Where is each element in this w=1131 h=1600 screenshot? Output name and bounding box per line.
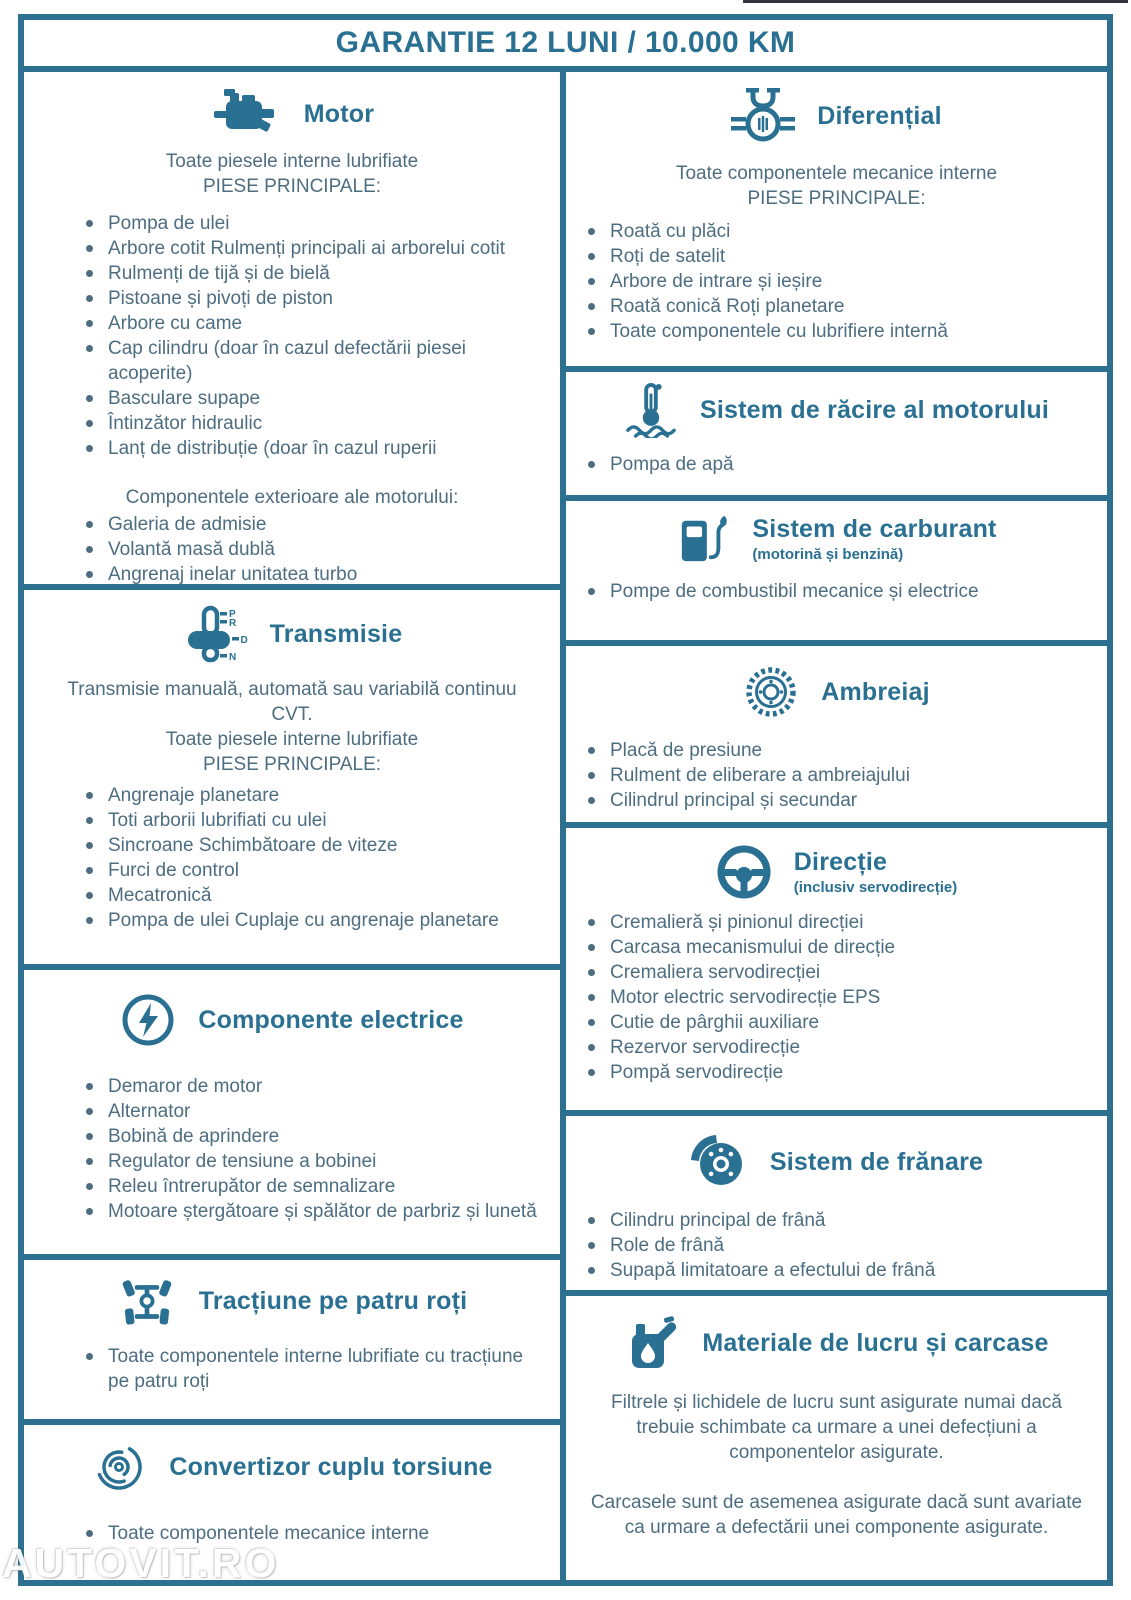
list-item: Carcasa mecanismului de direcție [582, 935, 1089, 960]
section-paragraphs [566, 1390, 1107, 1540]
list-item: Întinzător hidraulic [80, 411, 542, 436]
list-item: Releu întrerupător de semnalizare [80, 1174, 542, 1199]
section-head [566, 1316, 1107, 1370]
oil-canister-icon [624, 1316, 680, 1370]
section-directie [560, 822, 1113, 1116]
section-title: Sistem de carburant [752, 515, 997, 543]
list-item: Cutie de pârghii auxiliare [582, 1010, 1089, 1035]
section-ambreiaj [560, 640, 1113, 828]
torque-converter-icon [91, 1439, 147, 1495]
section-head [24, 1439, 560, 1495]
bullet-list [80, 1074, 542, 1224]
section-sistem-franare [560, 1110, 1113, 1296]
list-item: Angrenaj inelar unitatea turbo [80, 562, 542, 587]
section-head [24, 1272, 560, 1330]
list-item: Angrenaje planetare [80, 783, 542, 808]
list-item: Pompă servodirecție [582, 1060, 1089, 1085]
section-title: Diferențial [817, 101, 942, 130]
list-item: Placă de presiune [582, 738, 1089, 763]
warranty-sheet [18, 14, 1113, 1586]
section-title: Tracțiune pe patru roți [198, 1286, 468, 1315]
list-item: Rulment de eliberare a ambreiajului [582, 763, 1089, 788]
list-item: Pistoane și pivoți de piston [80, 286, 542, 311]
section-intro [566, 161, 1107, 211]
section-title: Sistem de răcire al motorului [700, 395, 1049, 424]
brake-disc-icon [690, 1134, 748, 1190]
list-item: Mecatronică [80, 883, 542, 908]
list-item: PIESE PRINCIPALE: [747, 188, 926, 209]
bullet-list [80, 512, 542, 587]
section-head [566, 1134, 1107, 1190]
svg-text:N: N [228, 652, 236, 663]
section-title: Materiale de lucru și carcase [702, 1328, 1049, 1357]
differential-icon [731, 87, 795, 145]
section-head [566, 382, 1107, 438]
columns [18, 66, 1113, 1586]
section-head [566, 844, 1107, 900]
list-item: Roți de satelit [582, 244, 1089, 269]
thermometer-icon [624, 382, 678, 438]
svg-text:D: D [240, 635, 248, 646]
list-item: Toti arborii lubrifiati cu ulei [80, 808, 542, 833]
four-wheel-drive-icon [117, 1272, 177, 1330]
bullet-list [582, 738, 1089, 813]
bullet-list [80, 211, 542, 461]
list-item: Motoare ștergătoare și spălător de parbriz și lunetă [80, 1199, 542, 1224]
list-item: Filtrele și lichidele de lucru sunt asigurate numai dacă trebuie schimbate ca urmare a unei defecțiuni a componentelor asigurate. [611, 1392, 1062, 1463]
list-item: Arbore cu came [80, 311, 542, 336]
lightning-icon [120, 992, 176, 1048]
title-wrap [794, 848, 957, 896]
list-item: Cremalieră și pinionul direcției [582, 910, 1089, 935]
list-item: Bobină de aprindere [80, 1124, 542, 1149]
list-item: Transmisie manuală, automată sau variabilă continuu [67, 679, 517, 700]
section-sistem-carburant [560, 495, 1113, 646]
svg-text:R: R [228, 618, 236, 629]
list-item: PIESE PRINCIPALE: [202, 176, 382, 197]
list-item: Cilindrul principal și secundar [582, 788, 1089, 813]
watermark: AUTOVIT.RO [2, 1540, 280, 1586]
list-item: Carcasele sunt de asemenea asigurate dacă sunt avariate ca urmare a defectării unei componente asigurate. [590, 1492, 1083, 1538]
section-title: Motor [303, 99, 375, 128]
screenshot-artifact-line [743, 0, 1128, 3]
list-item: Pompa de apă [582, 452, 1089, 477]
section-tractiune-patru-roti [18, 1254, 566, 1425]
bullet-list [582, 219, 1089, 344]
list-item: Pompe de combustibil mecanice și electrice [582, 579, 1089, 604]
bullet-list [582, 1208, 1089, 1283]
section-subheading: Componentele exterioare ale motorului: [125, 487, 459, 508]
section-materiale-carcase [560, 1290, 1113, 1586]
bullet-list [582, 452, 1089, 477]
gear-shifter-icon [182, 605, 248, 663]
list-item: Volantă masă dublă [80, 537, 542, 562]
section-title: Transmisie [269, 619, 403, 648]
list-item: PIESE PRINCIPALE: [202, 754, 382, 775]
column-left [18, 66, 566, 1586]
section-head [566, 513, 1107, 565]
section-subtitle: (inclusiv servodirecție) [793, 879, 958, 896]
list-item: Toate componentele cu lubrifiere internă [582, 319, 1089, 344]
list-item: Toate componentele mecanice interne [675, 163, 998, 184]
list-item: Supapă limitatoare a efectului de frână [582, 1258, 1089, 1283]
svg-text:P: P [228, 609, 236, 620]
steering-wheel-icon [716, 844, 772, 900]
section-title: Ambreiaj [821, 677, 930, 706]
list-item: Furci de control [80, 858, 542, 883]
bullet-list [582, 579, 1089, 604]
list-item: Rezervor servodirecție [582, 1035, 1089, 1060]
list-item: Toate componentele mecanice interne [80, 1521, 542, 1546]
fuel-pump-icon [676, 513, 730, 565]
section-head [24, 87, 560, 141]
list-item: Regulator de tensiune a bobinei [80, 1149, 542, 1174]
engine-icon [210, 87, 282, 141]
section-sistem-racire [560, 366, 1113, 501]
list-item: Lanț de distribuție (doar în cazul ruperii [80, 436, 542, 461]
section-diferential [560, 66, 1113, 372]
list-item: Toate componentele interne lubrifiate cu tracțiune pe patru roți [80, 1344, 542, 1394]
column-right [560, 66, 1113, 1586]
section-head [566, 87, 1107, 145]
section-title: Convertizor cuplu torsiune [169, 1452, 493, 1481]
clutch-disc-icon [743, 664, 799, 720]
list-item: Motor electric servodirecție EPS [582, 985, 1089, 1010]
section-componente-electrice [18, 964, 566, 1260]
bullet-list [80, 783, 542, 933]
list-item: Rulmenți de tijă și de bielă [80, 261, 542, 286]
list-item: Sincroane Schimbătoare de viteze [80, 833, 542, 858]
section-head [566, 664, 1107, 720]
section-title: Componente electrice [198, 1005, 464, 1034]
list-item: Roată cu plăci [582, 219, 1089, 244]
list-item: Alternator [80, 1099, 542, 1124]
list-item: Galeria de admisie [80, 512, 542, 537]
list-item: Demaror de motor [80, 1074, 542, 1099]
list-item: Arbore cotit Rulmenți principali ai arborelui cotit [80, 236, 542, 261]
section-intro [24, 677, 560, 777]
section-subtitle: (motorină și benzină) [752, 546, 904, 563]
section-title: Sistem de frănare [769, 1147, 984, 1176]
list-item: Pompa de ulei Cuplaje cu angrenaje planetare [80, 908, 542, 933]
list-item: Toate piesele interne lubrifiate [165, 151, 419, 172]
list-item: Roată conică Roți planetare [582, 294, 1089, 319]
list-item: Pompa de ulei [80, 211, 542, 236]
bullet-list [582, 910, 1089, 1085]
page-title: GARANTIE 12 LUNI / 10.000 KM [335, 26, 796, 59]
section-head [24, 605, 560, 663]
title-wrap [752, 515, 996, 563]
list-item: Toate piesele interne lubrifiate [165, 729, 419, 750]
bullet-list [80, 1344, 542, 1394]
list-item: Cap cilindru (doar în cazul defectării piesei acoperite) [80, 336, 542, 386]
section-intro [24, 149, 560, 199]
header-box [18, 14, 1113, 72]
section-motor [18, 66, 566, 590]
list-item: Arbore de intrare și ieșire [582, 269, 1089, 294]
list-item: Role de frână [582, 1233, 1089, 1258]
list-item: CVT. [271, 704, 313, 725]
list-item: Cilindru principal de frână [582, 1208, 1089, 1233]
section-transmisie [18, 584, 566, 970]
list-item: Basculare supape [80, 386, 542, 411]
list-item: Cremaliera servodirecției [582, 960, 1089, 985]
section-head [24, 992, 560, 1048]
section-title: Direcție [793, 848, 888, 876]
